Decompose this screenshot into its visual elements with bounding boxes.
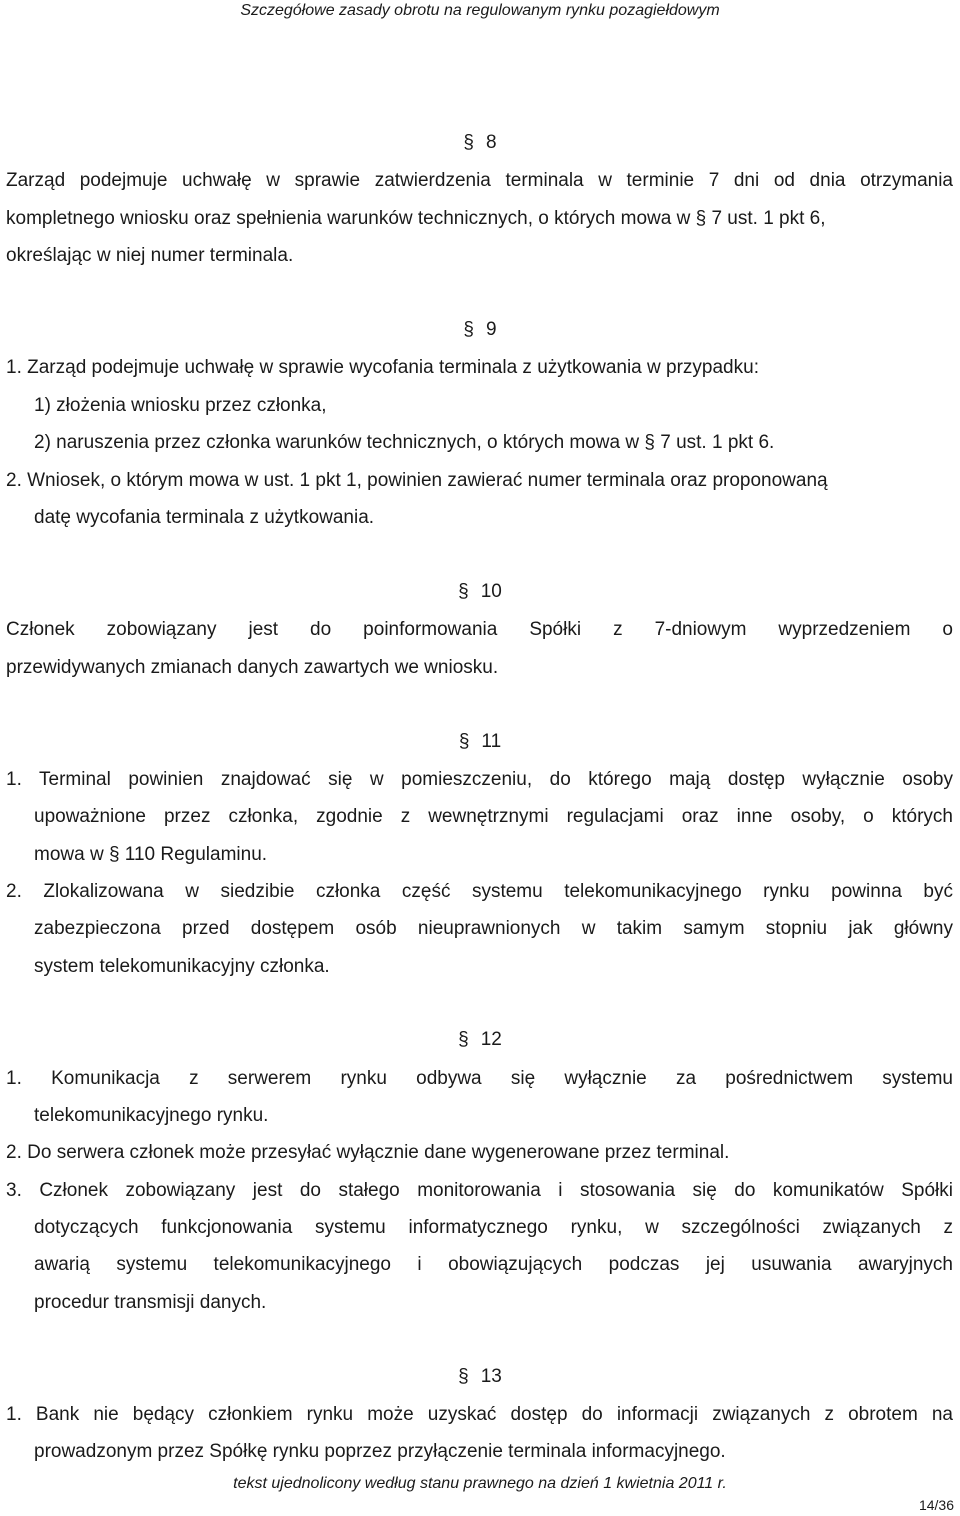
section-heading-13: § 13: [458, 1366, 502, 1387]
paragraph-line: zabezpieczona przed dostępem osób nieuprawnionych w takim samym stopniu jak główny: [34, 918, 953, 939]
paragraph-line: telekomunikacyjnego rynku.: [34, 1105, 269, 1126]
paragraph-line: określając w niej numer terminala.: [6, 245, 294, 266]
paragraph-line: mowa w § 110 Regulaminu.: [34, 844, 268, 865]
list-item: 2) naruszenia przez członka warunków technicznych, o których mowa w § 7 ust. 1 pkt 6.: [34, 432, 775, 453]
section-heading-8: § 8: [463, 132, 497, 153]
list-item: 3. Członek zobowiązany jest do stałego monitorowania i stosowania się do komunikatów Spółki: [6, 1180, 953, 1201]
list-item: 1. Terminal powinien znajdować się w pomieszczeniu, do którego mają dostęp wyłącznie osoby: [6, 769, 953, 790]
footer-note: tekst ujednolicony według stanu prawnego na dzień 1 kwietnia 2011 r.: [233, 1475, 727, 1492]
paragraph-line: dotyczących funkcjonowania systemu informatycznego rynku, w szczególności związanych z: [34, 1217, 953, 1238]
paragraph-line: kompletnego wniosku oraz spełnienia warunków technicznych, o których mowa w § 7 ust. 1 pkt 6,: [6, 208, 826, 229]
section-heading-10: § 10: [458, 581, 502, 602]
page-number: 14/36: [918, 1497, 954, 1513]
list-item: 1. Zarząd podejmuje uchwałę w sprawie wycofania terminala z użytkowania w przypadku:: [6, 357, 759, 378]
paragraph-line: prowadzonym przez Spółkę rynku poprzez przyłączenie terminala informacyjnego.: [34, 1441, 726, 1462]
list-item: 2. Wniosek, o którym mowa w ust. 1 pkt 1, powinien zawierać numer terminala oraz proponowaną: [6, 470, 828, 491]
running-header: Szczegółowe zasady obrotu na regulowanym rynku pozagiełdowym: [240, 2, 720, 19]
list-item: 1. Komunikacja z serwerem rynku odbywa się wyłącznie za pośrednictwem systemu: [6, 1068, 953, 1089]
paragraph-line: Członek zobowiązany jest do poinformowania Spółki z 7-dniowym wyprzedzeniem o: [6, 619, 953, 640]
list-item: 1) złożenia wniosku przez członka,: [34, 395, 327, 416]
section-heading-12: § 12: [458, 1029, 502, 1050]
list-item: 2. Zlokalizowana w siedzibie członka część systemu telekomunikacyjnego rynku powinna być: [6, 881, 953, 902]
paragraph-line: awarią systemu telekomunikacyjnego i obowiązujących podczas jej usuwania awaryjnych: [34, 1254, 953, 1275]
paragraph-line: datę wycofania terminala z użytkowania.: [34, 507, 375, 528]
section-heading-11: § 11: [458, 731, 502, 752]
paragraph-line: system telekomunikacyjny członka.: [34, 956, 330, 977]
list-item: 1. Bank nie będący członkiem rynku może uzyskać dostęp do informacji związanych z obrotem na: [6, 1404, 953, 1425]
section-heading-9: § 9: [463, 319, 497, 340]
paragraph-line: Zarząd podejmuje uchwałę w sprawie zatwierdzenia terminala w terminie 7 dni od dnia otrzymania: [6, 170, 953, 191]
list-item: 2. Do serwera członek może przesyłać wyłącznie dane wygenerowane przez terminal.: [6, 1142, 730, 1163]
paragraph-line: przewidywanych zmianach danych zawartych we wniosku.: [6, 657, 499, 678]
paragraph-line: procedur transmisji danych.: [34, 1292, 267, 1313]
paragraph-line: upoważnione przez członka, zgodnie z wewnętrznymi regulacjami oraz inne osoby, o których: [34, 806, 953, 827]
